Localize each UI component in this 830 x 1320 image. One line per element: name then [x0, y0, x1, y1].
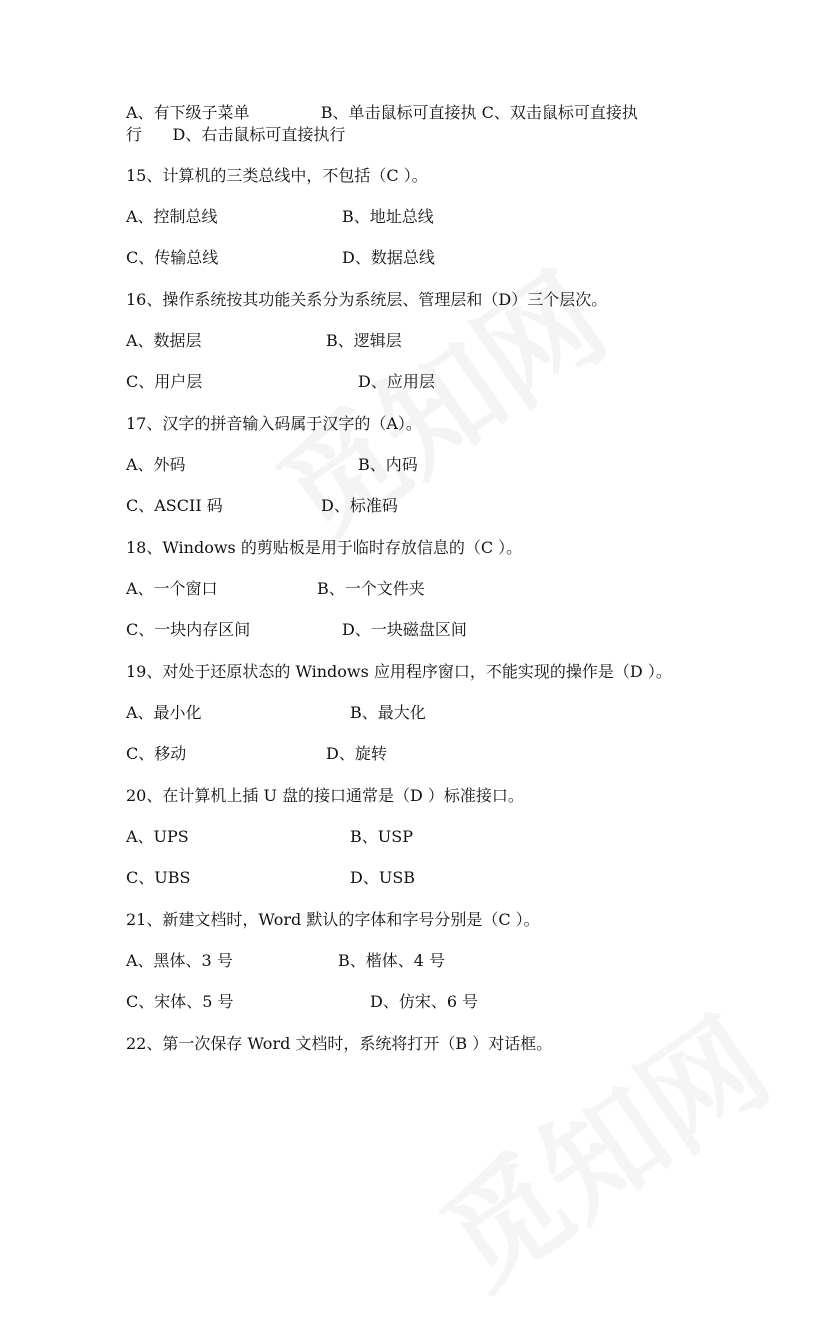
question-16: 16、操作系统按其功能关系分为系统层、管理层和（D）三个层次。	[126, 290, 608, 309]
q18-option-d: D、一块磁盘区间	[342, 620, 467, 639]
q16-option-d: D、应用层	[358, 372, 435, 391]
q15-option-d: D、数据总线	[342, 248, 435, 267]
q19-option-d: D、旋转	[326, 744, 387, 763]
q20-option-a: A、UPS	[126, 827, 189, 846]
q20-option-b: B、USP	[350, 827, 413, 846]
q19-option-b: B、最大化	[350, 703, 426, 722]
q21-option-b: B、楷体、4 号	[338, 951, 446, 970]
q20-option-d: D、USB	[350, 868, 416, 887]
q19-option-c: C、移动	[126, 744, 187, 763]
q21-option-d: D、仿宋、6 号	[370, 992, 479, 1011]
options-line-2: 行 D、右击鼠标可直接执行	[126, 125, 346, 144]
q21-option-c: C、宋体、5 号	[126, 992, 234, 1011]
q17-option-a: A、外码	[126, 455, 186, 474]
question-20: 20、在计算机上插 U 盘的接口通常是（D ）标准接口。	[126, 786, 524, 805]
q16-option-c: C、用户层	[126, 372, 203, 391]
q15-option-c: C、传输总线	[126, 248, 219, 267]
options-line-1: A、有下级子菜单 B、单击鼠标可直接执 C、双击鼠标可直接执	[126, 103, 638, 122]
q20-option-c: C、UBS	[126, 868, 191, 887]
q18-option-a: A、一个窗口	[126, 579, 218, 598]
q18-option-b: B、一个文件夹	[317, 579, 425, 598]
q17-option-d: D、标准码	[321, 496, 398, 515]
question-19: 19、对处于还原状态的 Windows 应用程序窗口，不能实现的操作是（D ）。	[126, 662, 672, 681]
q17-option-c: C、ASCII 码	[126, 496, 223, 515]
q17-option-b: B、内码	[358, 455, 418, 474]
q16-option-a: A、数据层	[126, 331, 202, 350]
q15-option-a: A、控制总线	[126, 207, 218, 226]
q19-option-a: A、最小化	[126, 703, 202, 722]
q18-option-c: C、一块内存区间	[126, 620, 251, 639]
question-17: 17、汉字的拼音输入码属于汉字的（A）。	[126, 414, 422, 433]
q21-option-a: A、黑体、3 号	[126, 951, 233, 970]
question-15: 15、计算机的三类总线中，不包括（C ）。	[126, 166, 428, 185]
q16-option-b: B、逻辑层	[326, 331, 402, 350]
question-18: 18、Windows 的剪贴板是用于临时存放信息的（C ）。	[126, 538, 523, 557]
watermark-2	[403, 972, 797, 1319]
question-22: 22、第一次保存 Word 文档时，系统将打开（B ）对话框。	[126, 1034, 553, 1053]
question-21: 21、新建文档时，Word 默认的字体和字号分别是（C ）。	[126, 910, 540, 929]
q15-option-b: B、地址总线	[342, 207, 434, 226]
